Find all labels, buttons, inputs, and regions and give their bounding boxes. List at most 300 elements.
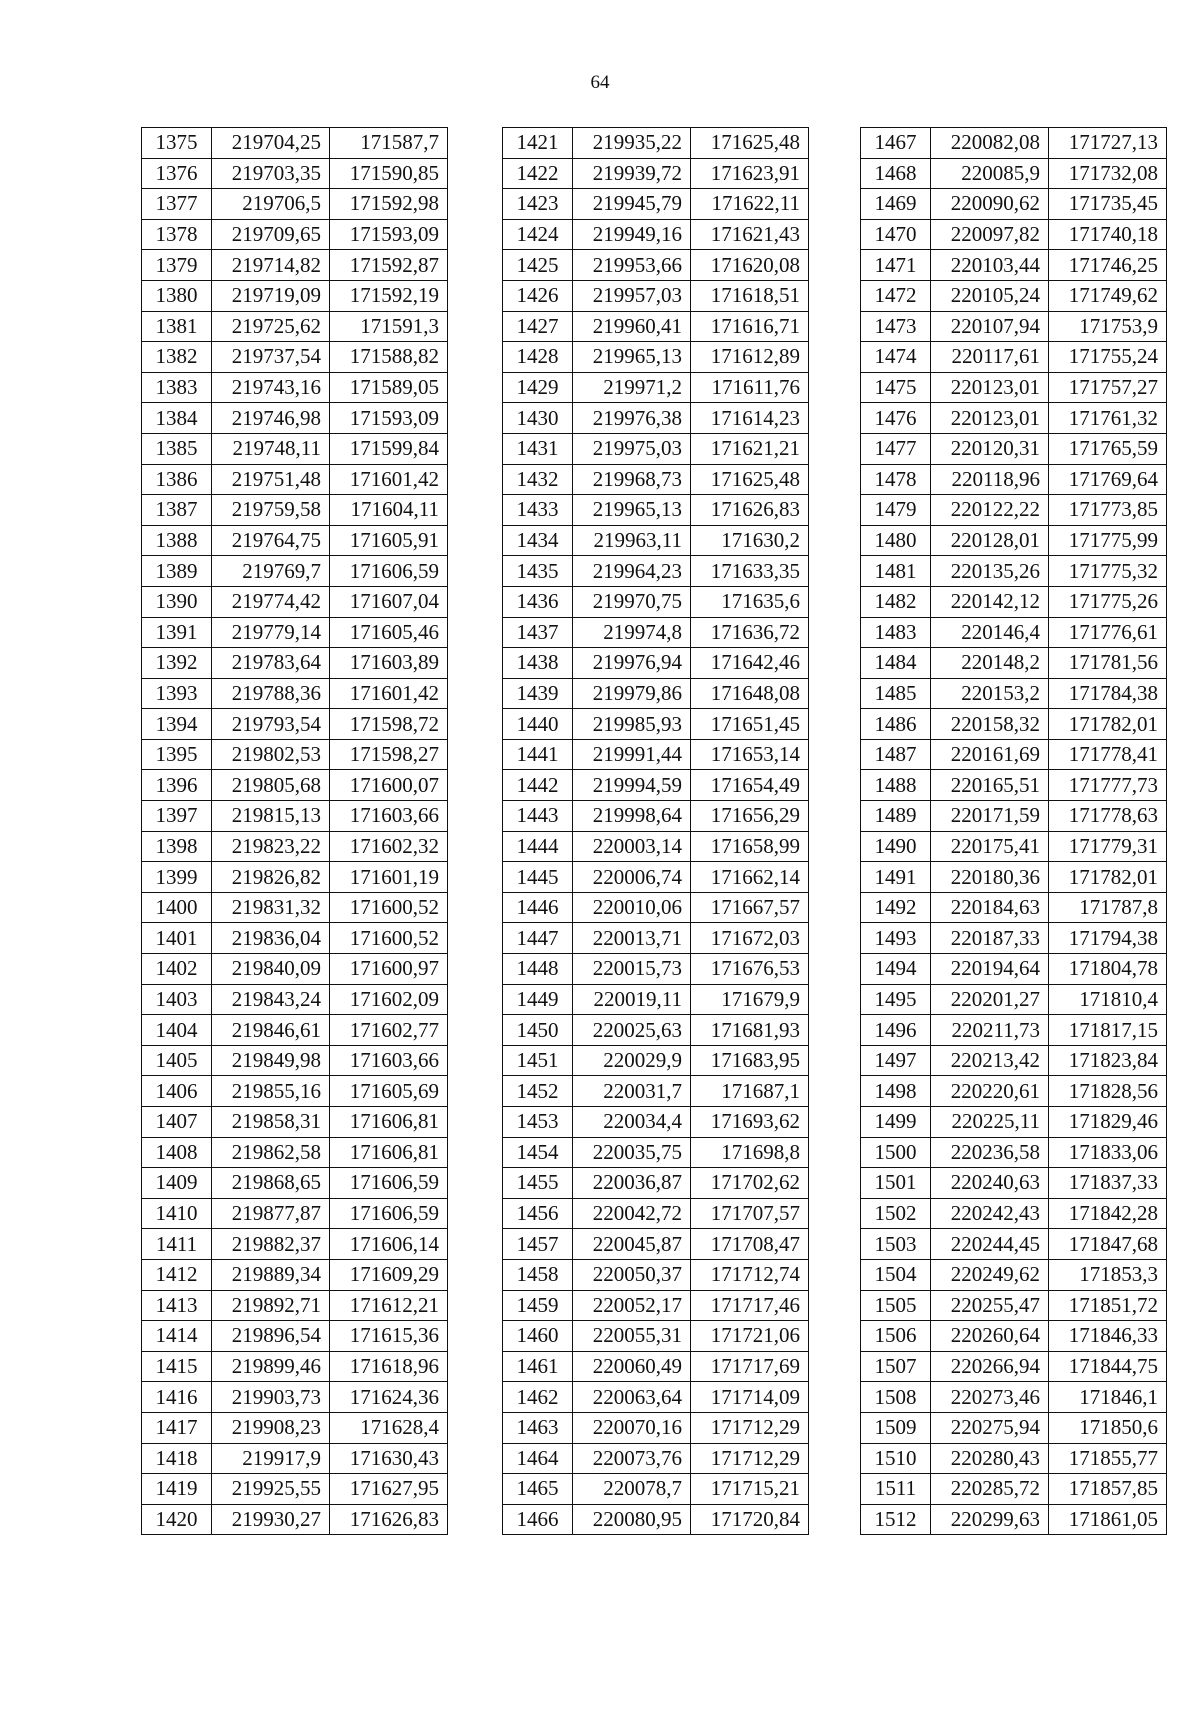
x-coordinate-cell: 220107,94	[931, 311, 1049, 342]
y-coordinate-cell: 171823,84	[1049, 1045, 1167, 1076]
point-number-cell: 1432	[503, 464, 573, 495]
y-coordinate-cell: 171794,38	[1049, 923, 1167, 954]
y-coordinate-cell: 171592,19	[330, 280, 448, 311]
point-number-cell: 1446	[503, 892, 573, 923]
x-coordinate-cell: 220266,94	[931, 1351, 1049, 1382]
point-number-cell: 1420	[142, 1504, 212, 1535]
table-row	[142, 1382, 448, 1413]
table-row	[142, 739, 448, 770]
y-coordinate-cell: 171625,48	[691, 128, 809, 159]
point-number-cell: 1489	[861, 801, 931, 832]
x-coordinate-cell: 219746,98	[212, 403, 330, 434]
x-coordinate-cell: 220242,43	[931, 1198, 1049, 1229]
table-row	[142, 128, 448, 159]
x-coordinate-cell: 219957,03	[573, 280, 691, 311]
x-coordinate-cell: 219903,73	[212, 1382, 330, 1413]
y-coordinate-cell: 171847,68	[1049, 1229, 1167, 1260]
table-row	[861, 1229, 1167, 1260]
y-coordinate-cell: 171721,06	[691, 1321, 809, 1352]
table-row	[142, 433, 448, 464]
x-coordinate-cell: 219953,66	[573, 250, 691, 281]
y-coordinate-cell: 171708,47	[691, 1229, 809, 1260]
y-coordinate-cell: 171712,29	[691, 1412, 809, 1443]
table-row	[503, 433, 809, 464]
table-row	[142, 1351, 448, 1382]
y-coordinate-cell: 171630,43	[330, 1443, 448, 1474]
x-coordinate-cell: 220211,73	[931, 1015, 1049, 1046]
point-number-cell: 1409	[142, 1168, 212, 1199]
x-coordinate-cell: 219975,03	[573, 433, 691, 464]
table-row	[861, 954, 1167, 985]
y-coordinate-cell: 171600,07	[330, 770, 448, 801]
x-coordinate-cell: 220025,63	[573, 1015, 691, 1046]
table-row	[861, 342, 1167, 373]
y-coordinate-cell: 171616,71	[691, 311, 809, 342]
point-number-cell: 1387	[142, 495, 212, 526]
y-coordinate-cell: 171654,49	[691, 770, 809, 801]
y-coordinate-cell: 171782,01	[1049, 709, 1167, 740]
table-row	[142, 495, 448, 526]
y-coordinate-cell: 171676,53	[691, 954, 809, 985]
y-coordinate-cell: 171775,32	[1049, 556, 1167, 587]
table-row	[503, 464, 809, 495]
y-coordinate-cell: 171810,4	[1049, 984, 1167, 1015]
y-coordinate-cell: 171779,31	[1049, 831, 1167, 862]
point-number-cell: 1505	[861, 1290, 931, 1321]
point-number-cell: 1500	[861, 1137, 931, 1168]
x-coordinate-cell: 219779,14	[212, 617, 330, 648]
table-row	[503, 158, 809, 189]
x-coordinate-cell: 219917,9	[212, 1443, 330, 1474]
y-coordinate-cell: 171804,78	[1049, 954, 1167, 985]
x-coordinate-cell: 219960,41	[573, 311, 691, 342]
y-coordinate-cell: 171603,66	[330, 801, 448, 832]
y-coordinate-cell: 171846,1	[1049, 1382, 1167, 1413]
table-row	[142, 770, 448, 801]
point-number-cell: 1501	[861, 1168, 931, 1199]
table-row	[861, 1321, 1167, 1352]
x-coordinate-cell: 219998,64	[573, 801, 691, 832]
y-coordinate-cell: 171587,7	[330, 128, 448, 159]
x-coordinate-cell: 220285,72	[931, 1474, 1049, 1505]
y-coordinate-cell: 171777,73	[1049, 770, 1167, 801]
table-row	[861, 1076, 1167, 1107]
x-coordinate-cell: 219748,11	[212, 433, 330, 464]
x-coordinate-cell: 220036,87	[573, 1168, 691, 1199]
y-coordinate-cell: 171598,72	[330, 709, 448, 740]
x-coordinate-cell: 219719,09	[212, 280, 330, 311]
table-row	[142, 709, 448, 740]
point-number-cell: 1511	[861, 1474, 931, 1505]
x-coordinate-cell: 219979,86	[573, 678, 691, 709]
x-coordinate-cell: 219964,23	[573, 556, 691, 587]
x-coordinate-cell: 220122,22	[931, 495, 1049, 526]
table-row	[142, 1321, 448, 1352]
x-coordinate-cell: 219945,79	[573, 189, 691, 220]
x-coordinate-cell: 220117,61	[931, 342, 1049, 373]
point-number-cell: 1414	[142, 1321, 212, 1352]
x-coordinate-cell: 219882,37	[212, 1229, 330, 1260]
x-coordinate-cell: 220142,12	[931, 586, 1049, 617]
table-row	[142, 280, 448, 311]
table-row	[503, 1351, 809, 1382]
y-coordinate-cell: 171861,05	[1049, 1504, 1167, 1535]
page-number: 64	[590, 72, 610, 93]
x-coordinate-cell: 220148,2	[931, 648, 1049, 679]
table-row	[503, 250, 809, 281]
table-row	[503, 1290, 809, 1321]
point-number-cell: 1415	[142, 1351, 212, 1382]
table-row	[861, 158, 1167, 189]
x-coordinate-cell: 220161,69	[931, 739, 1049, 770]
x-coordinate-cell: 219968,73	[573, 464, 691, 495]
y-coordinate-cell: 171787,8	[1049, 892, 1167, 923]
y-coordinate-cell: 171642,46	[691, 648, 809, 679]
x-coordinate-cell: 220031,7	[573, 1076, 691, 1107]
table-row	[861, 1045, 1167, 1076]
table-row	[142, 1168, 448, 1199]
point-number-cell: 1478	[861, 464, 931, 495]
table-row	[142, 1229, 448, 1260]
x-coordinate-cell: 219965,13	[573, 495, 691, 526]
point-number-cell: 1426	[503, 280, 573, 311]
y-coordinate-cell: 171653,14	[691, 739, 809, 770]
y-coordinate-cell: 171636,72	[691, 617, 809, 648]
x-coordinate-cell: 219840,09	[212, 954, 330, 985]
table-row	[503, 648, 809, 679]
point-number-cell: 1400	[142, 892, 212, 923]
point-number-cell: 1378	[142, 219, 212, 250]
x-coordinate-cell: 220240,63	[931, 1168, 1049, 1199]
point-number-cell: 1408	[142, 1137, 212, 1168]
y-coordinate-cell: 171765,59	[1049, 433, 1167, 464]
y-coordinate-cell: 171761,32	[1049, 403, 1167, 434]
x-coordinate-cell: 220063,64	[573, 1382, 691, 1413]
y-coordinate-cell: 171598,27	[330, 739, 448, 770]
table-row	[861, 678, 1167, 709]
table-row	[142, 1259, 448, 1290]
y-coordinate-cell: 171837,33	[1049, 1168, 1167, 1199]
table-row	[503, 1107, 809, 1138]
point-number-cell: 1396	[142, 770, 212, 801]
x-coordinate-cell: 220249,62	[931, 1259, 1049, 1290]
x-coordinate-cell: 219849,98	[212, 1045, 330, 1076]
x-coordinate-cell: 219935,22	[573, 128, 691, 159]
x-coordinate-cell: 220055,31	[573, 1321, 691, 1352]
point-number-cell: 1443	[503, 801, 573, 832]
x-coordinate-cell: 220275,94	[931, 1412, 1049, 1443]
point-number-cell: 1460	[503, 1321, 573, 1352]
point-number-cell: 1399	[142, 862, 212, 893]
x-coordinate-cell: 220080,95	[573, 1504, 691, 1535]
y-coordinate-cell: 171612,21	[330, 1290, 448, 1321]
x-coordinate-cell: 220082,08	[931, 128, 1049, 159]
point-number-cell: 1436	[503, 586, 573, 617]
point-number-cell: 1452	[503, 1076, 573, 1107]
point-number-cell: 1450	[503, 1015, 573, 1046]
y-coordinate-cell: 171620,08	[691, 250, 809, 281]
y-coordinate-cell: 171778,63	[1049, 801, 1167, 832]
table-row	[861, 1168, 1167, 1199]
table-row	[142, 403, 448, 434]
point-number-cell: 1397	[142, 801, 212, 832]
point-number-cell: 1417	[142, 1412, 212, 1443]
y-coordinate-cell: 171784,38	[1049, 678, 1167, 709]
table-row	[861, 189, 1167, 220]
x-coordinate-cell: 219965,13	[573, 342, 691, 373]
point-number-cell: 1427	[503, 311, 573, 342]
y-coordinate-cell: 171588,82	[330, 342, 448, 373]
y-coordinate-cell: 171592,98	[330, 189, 448, 220]
table-row	[503, 862, 809, 893]
table-row	[503, 556, 809, 587]
x-coordinate-cell: 219858,31	[212, 1107, 330, 1138]
point-number-cell: 1479	[861, 495, 931, 526]
x-coordinate-cell: 220045,87	[573, 1229, 691, 1260]
point-number-cell: 1447	[503, 923, 573, 954]
point-number-cell: 1430	[503, 403, 573, 434]
point-number-cell: 1402	[142, 954, 212, 985]
x-coordinate-cell: 220078,7	[573, 1474, 691, 1505]
point-number-cell: 1449	[503, 984, 573, 1015]
point-number-cell: 1459	[503, 1290, 573, 1321]
y-coordinate-cell: 171778,41	[1049, 739, 1167, 770]
y-coordinate-cell: 171601,42	[330, 678, 448, 709]
x-coordinate-cell: 220013,71	[573, 923, 691, 954]
point-number-cell: 1448	[503, 954, 573, 985]
y-coordinate-cell: 171850,6	[1049, 1412, 1167, 1443]
x-coordinate-cell: 219963,11	[573, 525, 691, 556]
y-coordinate-cell: 171844,75	[1049, 1351, 1167, 1382]
y-coordinate-cell: 171842,28	[1049, 1198, 1167, 1229]
x-coordinate-cell: 219793,54	[212, 709, 330, 740]
table-row	[142, 892, 448, 923]
point-number-cell: 1411	[142, 1229, 212, 1260]
point-number-cell: 1380	[142, 280, 212, 311]
point-number-cell: 1507	[861, 1351, 931, 1382]
y-coordinate-cell: 171648,08	[691, 678, 809, 709]
y-coordinate-cell: 171740,18	[1049, 219, 1167, 250]
table-row	[503, 586, 809, 617]
table-row	[142, 831, 448, 862]
y-coordinate-cell: 171611,76	[691, 372, 809, 403]
x-coordinate-cell: 219831,32	[212, 892, 330, 923]
x-coordinate-cell: 219737,54	[212, 342, 330, 373]
x-coordinate-cell: 220042,72	[573, 1198, 691, 1229]
y-coordinate-cell: 171590,85	[330, 158, 448, 189]
x-coordinate-cell: 220299,63	[931, 1504, 1049, 1535]
point-number-cell: 1401	[142, 923, 212, 954]
y-coordinate-cell: 171618,96	[330, 1351, 448, 1382]
x-coordinate-cell: 219939,72	[573, 158, 691, 189]
point-number-cell: 1439	[503, 678, 573, 709]
x-coordinate-cell: 219899,46	[212, 1351, 330, 1382]
y-coordinate-cell: 171599,84	[330, 433, 448, 464]
point-number-cell: 1504	[861, 1259, 931, 1290]
x-coordinate-cell: 219976,94	[573, 648, 691, 679]
x-coordinate-cell: 220180,36	[931, 862, 1049, 893]
point-number-cell: 1391	[142, 617, 212, 648]
point-number-cell: 1428	[503, 342, 573, 373]
table-row	[503, 739, 809, 770]
y-coordinate-cell: 171622,11	[691, 189, 809, 220]
table-row	[503, 1015, 809, 1046]
point-number-cell: 1393	[142, 678, 212, 709]
point-number-cell: 1480	[861, 525, 931, 556]
table-row	[861, 433, 1167, 464]
point-number-cell: 1381	[142, 311, 212, 342]
y-coordinate-cell: 171621,43	[691, 219, 809, 250]
table-row	[861, 280, 1167, 311]
point-number-cell: 1464	[503, 1443, 573, 1474]
point-number-cell: 1394	[142, 709, 212, 740]
x-coordinate-cell: 220184,63	[931, 892, 1049, 923]
table-row	[861, 372, 1167, 403]
point-number-cell: 1465	[503, 1474, 573, 1505]
table-row	[861, 831, 1167, 862]
table-row	[142, 250, 448, 281]
x-coordinate-cell: 219892,71	[212, 1290, 330, 1321]
point-number-cell: 1453	[503, 1107, 573, 1138]
point-number-cell: 1482	[861, 586, 931, 617]
y-coordinate-cell: 171612,89	[691, 342, 809, 373]
x-coordinate-cell: 220105,24	[931, 280, 1049, 311]
point-number-cell: 1508	[861, 1382, 931, 1413]
y-coordinate-cell: 171614,23	[691, 403, 809, 434]
table-row	[503, 128, 809, 159]
x-coordinate-cell: 219823,22	[212, 831, 330, 862]
coordinates-table-1	[141, 127, 448, 1535]
table-row	[142, 1137, 448, 1168]
x-coordinate-cell: 219706,5	[212, 189, 330, 220]
y-coordinate-cell: 171626,83	[691, 495, 809, 526]
y-coordinate-cell: 171624,36	[330, 1382, 448, 1413]
point-number-cell: 1442	[503, 770, 573, 801]
table-row	[142, 525, 448, 556]
x-coordinate-cell: 219764,75	[212, 525, 330, 556]
table-row	[861, 1443, 1167, 1474]
point-number-cell: 1467	[861, 128, 931, 159]
x-coordinate-cell: 219769,7	[212, 556, 330, 587]
table-row	[142, 984, 448, 1015]
table-row	[861, 1412, 1167, 1443]
table-row	[861, 128, 1167, 159]
y-coordinate-cell: 171602,09	[330, 984, 448, 1015]
point-number-cell: 1486	[861, 709, 931, 740]
table-row	[503, 984, 809, 1015]
x-coordinate-cell: 219826,82	[212, 862, 330, 893]
table-row	[861, 709, 1167, 740]
x-coordinate-cell: 220085,9	[931, 158, 1049, 189]
point-number-cell: 1466	[503, 1504, 573, 1535]
x-coordinate-cell: 219751,48	[212, 464, 330, 495]
point-number-cell: 1493	[861, 923, 931, 954]
point-number-cell: 1498	[861, 1076, 931, 1107]
point-number-cell: 1421	[503, 128, 573, 159]
table-row	[142, 1015, 448, 1046]
x-coordinate-cell: 220015,73	[573, 954, 691, 985]
table-row	[503, 770, 809, 801]
y-coordinate-cell: 171618,51	[691, 280, 809, 311]
point-number-cell: 1495	[861, 984, 931, 1015]
point-number-cell: 1512	[861, 1504, 931, 1535]
x-coordinate-cell: 219974,8	[573, 617, 691, 648]
table-row	[861, 219, 1167, 250]
point-number-cell: 1485	[861, 678, 931, 709]
point-number-cell: 1406	[142, 1076, 212, 1107]
x-coordinate-cell: 220165,51	[931, 770, 1049, 801]
y-coordinate-cell: 171651,45	[691, 709, 809, 740]
point-number-cell: 1510	[861, 1443, 931, 1474]
point-number-cell: 1491	[861, 862, 931, 893]
x-coordinate-cell: 220019,11	[573, 984, 691, 1015]
y-coordinate-cell: 171828,56	[1049, 1076, 1167, 1107]
y-coordinate-cell: 171602,32	[330, 831, 448, 862]
point-number-cell: 1418	[142, 1443, 212, 1474]
x-coordinate-cell: 220010,06	[573, 892, 691, 923]
table-row	[861, 556, 1167, 587]
table-row	[503, 1321, 809, 1352]
point-number-cell: 1484	[861, 648, 931, 679]
x-coordinate-cell: 220220,61	[931, 1076, 1049, 1107]
table-row	[142, 617, 448, 648]
point-number-cell: 1492	[861, 892, 931, 923]
y-coordinate-cell: 171782,01	[1049, 862, 1167, 893]
y-coordinate-cell: 171635,6	[691, 586, 809, 617]
table-row	[503, 342, 809, 373]
point-number-cell: 1474	[861, 342, 931, 373]
y-coordinate-cell: 171817,15	[1049, 1015, 1167, 1046]
x-coordinate-cell: 219976,38	[573, 403, 691, 434]
x-coordinate-cell: 220123,01	[931, 372, 1049, 403]
x-coordinate-cell: 220187,33	[931, 923, 1049, 954]
table-row	[503, 1412, 809, 1443]
y-coordinate-cell: 171753,9	[1049, 311, 1167, 342]
point-number-cell: 1398	[142, 831, 212, 862]
y-coordinate-cell: 171679,9	[691, 984, 809, 1015]
point-number-cell: 1506	[861, 1321, 931, 1352]
table-row	[861, 1015, 1167, 1046]
x-coordinate-cell: 220280,43	[931, 1443, 1049, 1474]
point-number-cell: 1481	[861, 556, 931, 587]
point-number-cell: 1419	[142, 1474, 212, 1505]
point-number-cell: 1429	[503, 372, 573, 403]
y-coordinate-cell: 171667,57	[691, 892, 809, 923]
point-number-cell: 1475	[861, 372, 931, 403]
point-number-cell: 1395	[142, 739, 212, 770]
table-row	[503, 678, 809, 709]
table-row	[861, 1290, 1167, 1321]
y-coordinate-cell: 171604,11	[330, 495, 448, 526]
point-number-cell: 1497	[861, 1045, 931, 1076]
y-coordinate-cell: 171853,3	[1049, 1259, 1167, 1290]
y-coordinate-cell: 171698,8	[691, 1137, 809, 1168]
point-number-cell: 1403	[142, 984, 212, 1015]
y-coordinate-cell: 171603,66	[330, 1045, 448, 1076]
y-coordinate-cell: 171712,74	[691, 1259, 809, 1290]
table-row	[503, 1443, 809, 1474]
y-coordinate-cell: 171607,04	[330, 586, 448, 617]
x-coordinate-cell: 219896,54	[212, 1321, 330, 1352]
x-coordinate-cell: 219788,36	[212, 678, 330, 709]
y-coordinate-cell: 171626,83	[330, 1504, 448, 1535]
x-coordinate-cell: 220097,82	[931, 219, 1049, 250]
y-coordinate-cell: 171775,26	[1049, 586, 1167, 617]
table-row	[503, 617, 809, 648]
y-coordinate-cell: 171589,05	[330, 372, 448, 403]
point-number-cell: 1407	[142, 1107, 212, 1138]
point-number-cell: 1458	[503, 1259, 573, 1290]
